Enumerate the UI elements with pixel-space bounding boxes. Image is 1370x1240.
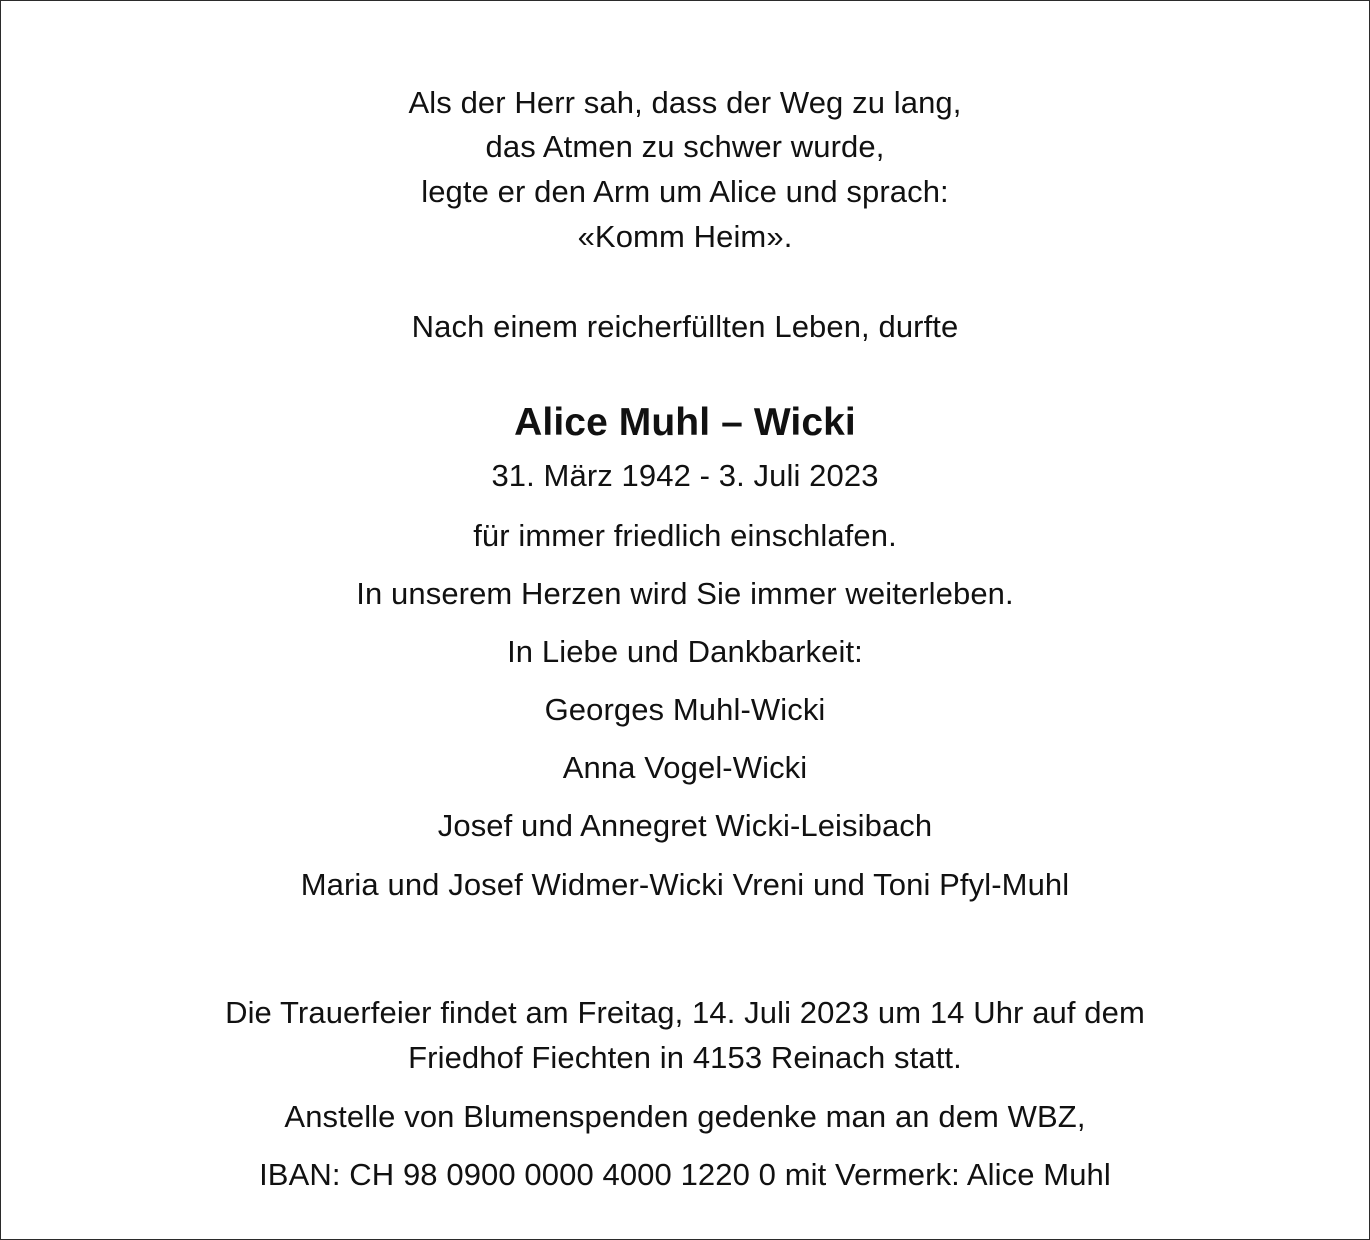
mourner-name: Maria und Josef Widmer-Wicki Vreni und Toni Pfyl-Muhl bbox=[300, 867, 1070, 902]
mourner-name: Josef und Annegret Wicki-Leisibach bbox=[437, 808, 933, 843]
poem-line-3: legte er den Arm um Alice und sprach: bbox=[421, 174, 949, 209]
ceremony-line-1: Die Trauerfeier findet am Freitag, 14. Juli 2023 um 14 Uhr auf dem bbox=[225, 995, 1145, 1030]
passed-text: für immer friedlich einschlafen. bbox=[473, 518, 897, 553]
heart-text: In unserem Herzen wird Sie immer weiterleben. bbox=[356, 576, 1014, 611]
mourner-name: Anna Vogel-Wicki bbox=[562, 750, 808, 785]
poem-line-4: «Komm Heim». bbox=[577, 219, 793, 254]
ceremony-line-2: Friedhof Fiechten in 4153 Reinach statt. bbox=[408, 1040, 962, 1075]
life-dates: 31. März 1942 - 3. Juli 2023 bbox=[491, 458, 879, 493]
poem-line-2: das Atmen zu schwer wurde, bbox=[485, 129, 885, 164]
donation-line-1: Anstelle von Blumenspenden gedenke man an dem WBZ, bbox=[284, 1099, 1086, 1134]
gratitude-text: In Liebe und Dankbarkeit: bbox=[507, 634, 863, 669]
deceased-name: Alice Muhl – Wicki bbox=[514, 401, 856, 444]
donation-iban: IBAN: CH 98 0900 0000 4000 1220 0 mit Vermerk: Alice Muhl bbox=[259, 1157, 1111, 1192]
poem-line-1: Als der Herr sah, dass der Weg zu lang, bbox=[408, 85, 962, 120]
intro-text: Nach einem reicherfüllten Leben, durfte bbox=[411, 309, 959, 344]
mourner-name: Georges Muhl-Wicki bbox=[544, 692, 826, 727]
